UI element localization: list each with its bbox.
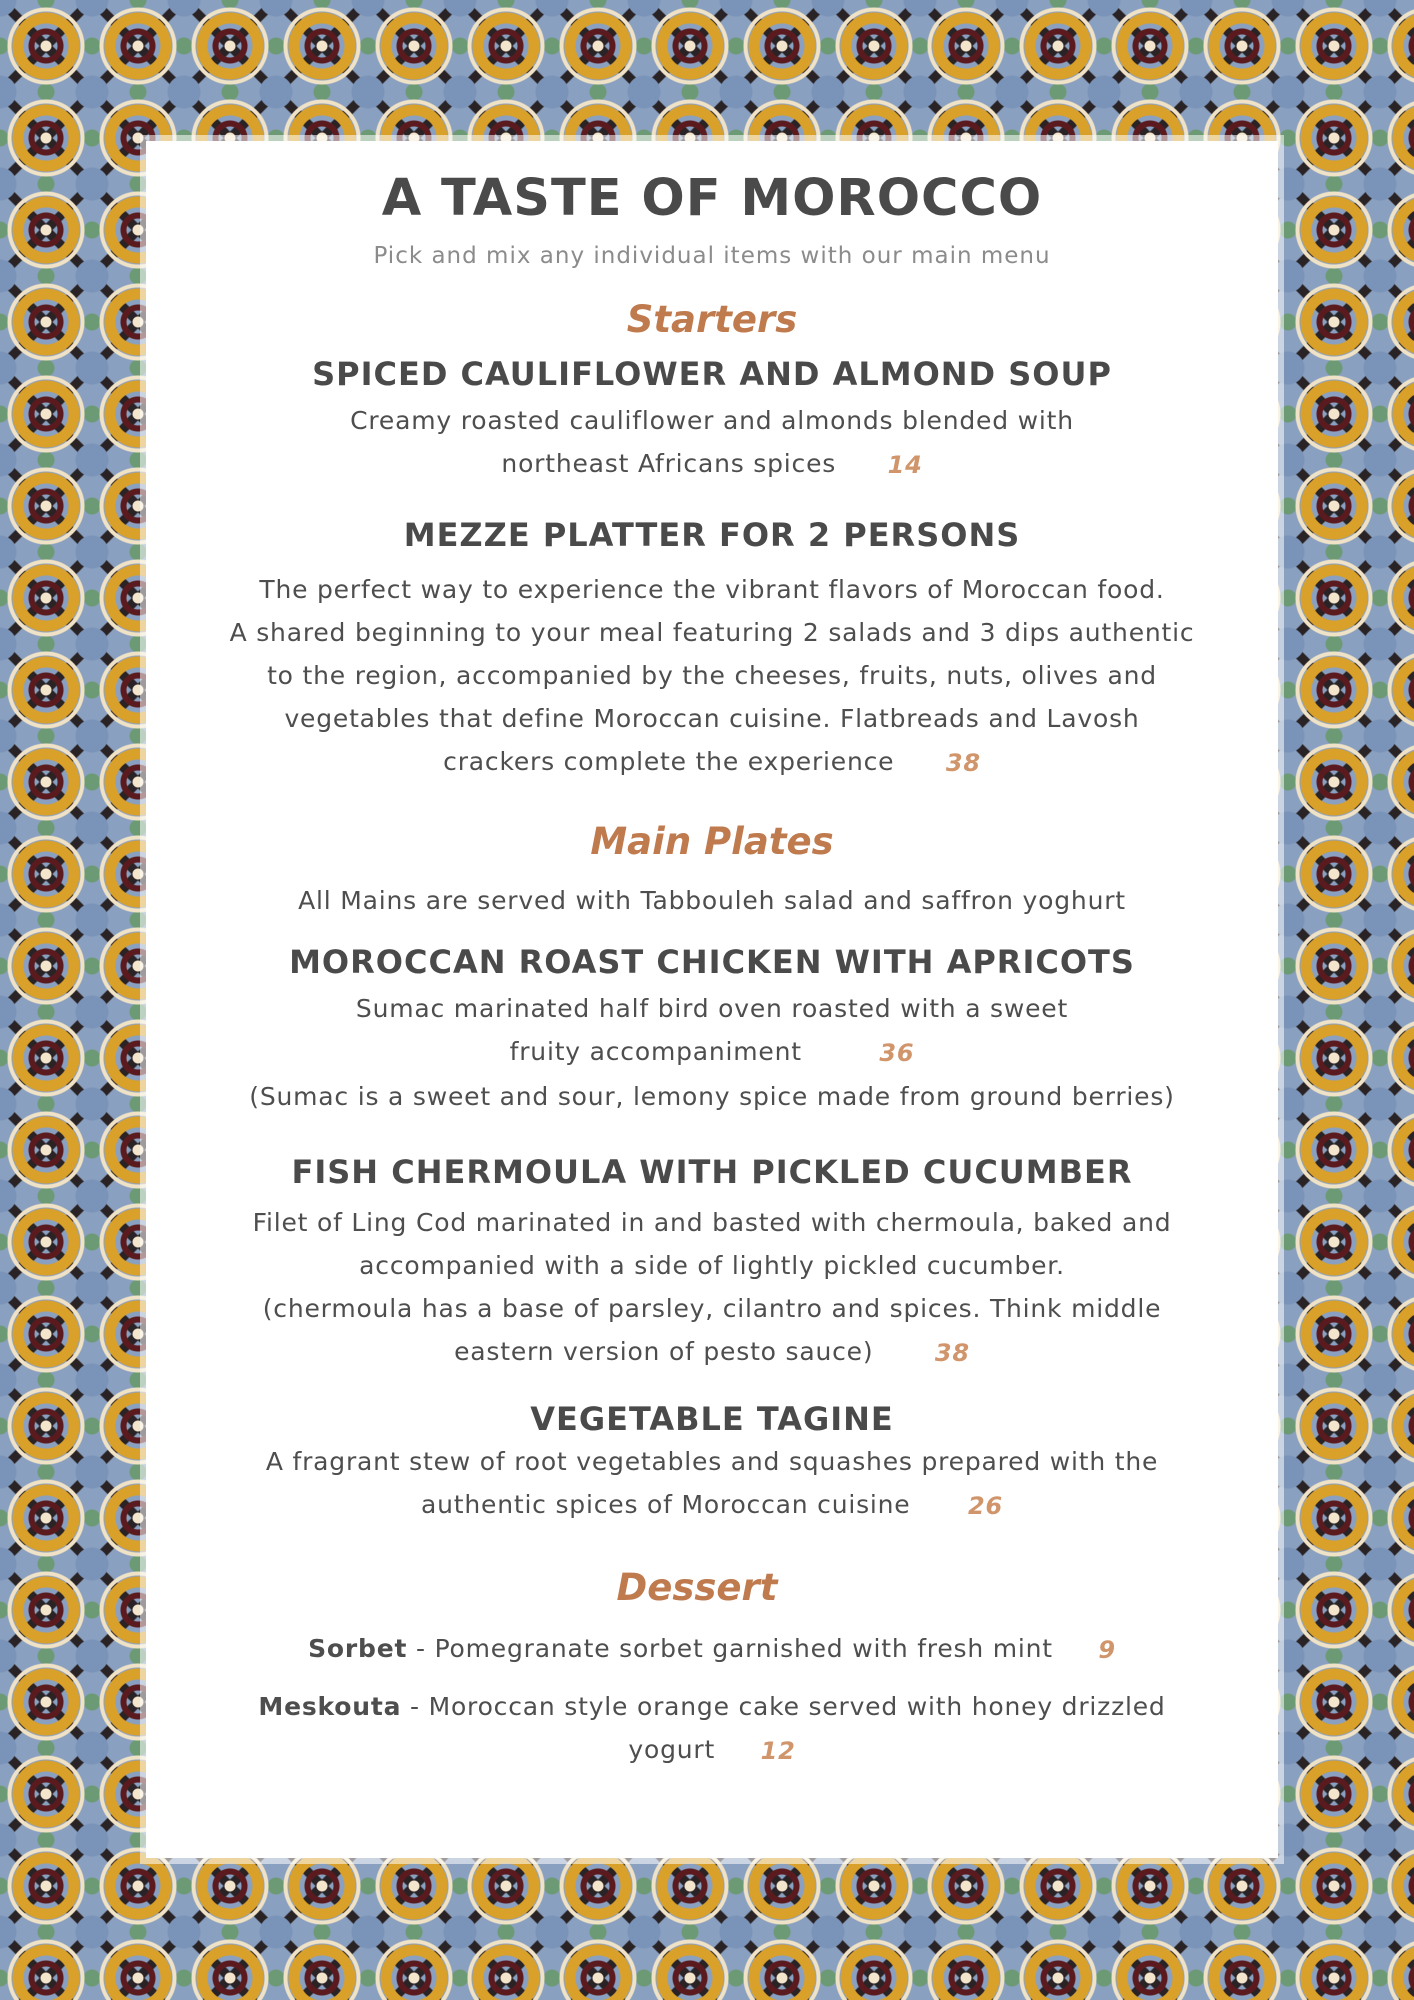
menu-title: A TASTE OF MOROCCO [381, 169, 1043, 228]
dessert-separator: - [401, 1692, 429, 1721]
mains-note: All Mains are served with Tabbouleh salad and saffron yoghurt [298, 886, 1126, 915]
desc-line-with-price [146, 1627, 1278, 1672]
item-desc-vegetable-tagine [146, 1440, 1278, 1528]
item-name-roast-chicken: MOROCCAN ROAST CHICKEN WITH APRICOTS [289, 943, 1135, 981]
desc-line: Pomegranate sorbet garnished with fresh mint [434, 1634, 1053, 1663]
section-heading-main-plates: Main Plates [590, 820, 834, 863]
desc-line: vegetables that define Moroccan cuisine. Flatbreads and Lavosh [284, 704, 1140, 733]
desc-line: Filet of Ling Cod marinated in and basted with chermoula, baked and [252, 1208, 1172, 1237]
item-name-mezze-platter: MEZZE PLATTER FOR 2 PERSONS [403, 516, 1021, 554]
desc-line: authentic spices of Moroccan cuisine [421, 1490, 911, 1519]
menu-subtitle: Pick and mix any individual items with our main menu [373, 243, 1051, 269]
desc-line-with-price [146, 1728, 1278, 1773]
price-sorbet: 9 [1098, 1635, 1116, 1664]
item-desc-cauliflower-soup [146, 399, 1278, 487]
desc-line: Creamy roasted cauliflower and almonds blended with [350, 406, 1074, 435]
desc-line: crackers complete the experience [443, 747, 895, 776]
desc-line: (Sumac is a sweet and sour, lemony spice made from ground berries) [249, 1081, 1175, 1111]
item-name-cauliflower-soup: SPICED CAULIFLOWER AND ALMOND SOUP [312, 355, 1112, 393]
desc-line: fruity accompaniment [509, 1037, 802, 1066]
desc-line: A shared beginning to your meal featuring 2 salads and 3 dips authentic [229, 618, 1195, 647]
desc-line: eastern version of pesto sauce) [454, 1337, 874, 1366]
dessert-name-meskouta: Meskouta [258, 1692, 402, 1721]
dessert-name-sorbet: Sorbet [308, 1634, 408, 1663]
price-fish-chermoula: 38 [934, 1338, 970, 1367]
desc-line-with-price [146, 740, 1278, 785]
item-name-fish-chermoula: FISH CHERMOULA WITH PICKLED CUCUMBER [291, 1153, 1133, 1191]
menu-panel [146, 141, 1278, 1858]
desc-line-with-price [146, 1330, 1278, 1375]
dessert-item-sorbet [146, 1627, 1278, 1672]
desc-line: yogurt [628, 1735, 716, 1764]
desc-line-with-price [146, 442, 1278, 487]
desc-line: Sumac marinated half bird oven roasted with a sweet [355, 994, 1069, 1023]
desc-line: northeast Africans spices [501, 449, 837, 478]
item-name-vegetable-tagine: VEGETABLE TAGINE [530, 1400, 894, 1438]
desc-line: accompanied with a side of lightly pickled cucumber. [359, 1251, 1065, 1280]
dessert-separator: - [407, 1634, 435, 1663]
price-roast-chicken: 36 [879, 1038, 915, 1067]
desc-line: A fragrant stew of root vegetables and squashes prepared with the [265, 1447, 1159, 1476]
price-meskouta: 12 [760, 1736, 796, 1765]
item-desc-mezze-platter [146, 568, 1278, 785]
price-cauliflower-soup: 14 [887, 450, 923, 479]
section-heading-dessert: Dessert [616, 1566, 778, 1609]
section-heading-starters: Starters [626, 298, 798, 341]
desc-line-with-price [146, 1030, 1278, 1075]
dessert-item-meskouta [146, 1685, 1278, 1773]
desc-line [146, 1685, 1278, 1728]
item-desc-roast-chicken [146, 987, 1278, 1118]
desc-line: Moroccan style orange cake served with honey drizzled [428, 1692, 1166, 1721]
desc-line: (chermoula has a base of parsley, cilantro and spices. Think middle [262, 1294, 1162, 1323]
item-desc-fish-chermoula [146, 1201, 1278, 1375]
desc-line: to the region, accompanied by the cheeses, fruits, nuts, olives and [267, 661, 1157, 690]
desc-line: The perfect way to experience the vibrant flavors of Moroccan food. [259, 575, 1165, 604]
price-mezze-platter: 38 [945, 748, 981, 777]
desc-line-with-price [146, 1483, 1278, 1528]
price-vegetable-tagine: 26 [967, 1491, 1003, 1520]
